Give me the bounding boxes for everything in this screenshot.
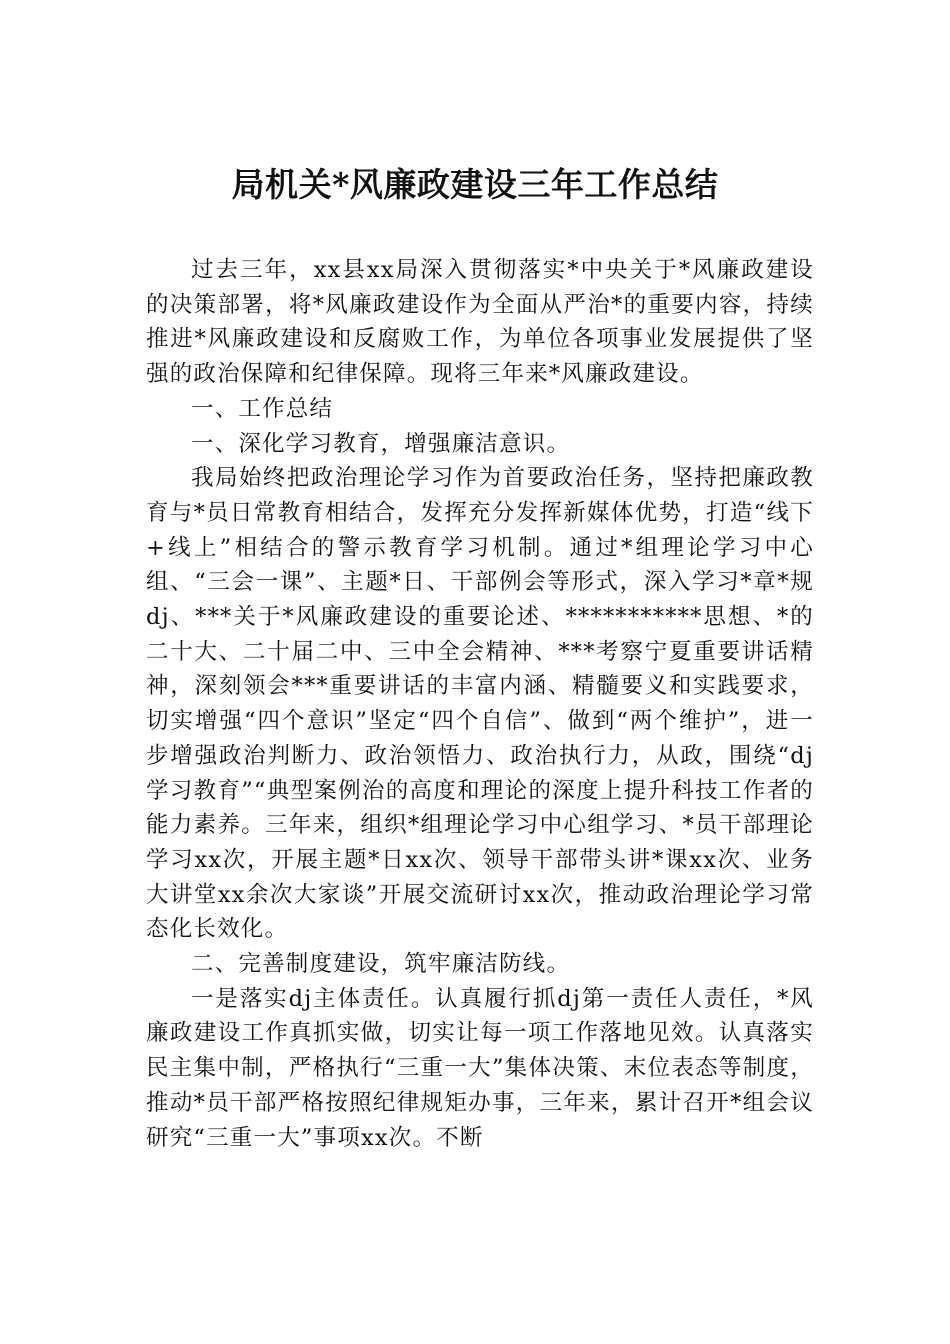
study-education-paragraph: 我局始终把政治理论学习作为首要政治任务，坚持把廉政教育与*员日常教育相结合，发挥充分发挥新媒体优势，打造“线下+线上”相结合的警示教育学习机制。通过*组理论学习中心组、“三会一课”、主题*日、干部例会等形式，深入学习*章*规dj、***关于*风廉政建设的重要论述、***********思想、*的二十大、二十届二中、三中全会精神、***考察宁夏重要讲话精神，深刻领会***重要讲话的丰富内涵、精髓要义和实践要求，切实增强“四个意识”坚定“四个自信”、做到“两个维护”，进一步增强政治判断力、政治领悟力、政治执行力，从政，围绕“dj学习教育”“典型案例治的高度和理论的深度上提升科技工作者的能力素养。三年来，组织*组理论学习中心组学习、*员干部理论学习xx次，开展主题*日xx次、领导干部带头讲*课xx次、业务大讲堂xx余次大家谈”开展交流研讨xx次，推动政治理论学习常态化长效化。 xyxy=(146,465,814,943)
section-heading-work-summary: 一、工作总结 xyxy=(191,395,334,422)
intro-paragraph: 过去三年，xx县xx局深入贯彻落实*中央关于*风廉政建设的决策部署，将*风廉政建设作为全面从严治*的重要内容，持续推进*风廉政建设和反腐败工作，为单位各项事业发展提供了坚强的政治保障和纪律保障。现将三年来*风廉政建设。 xyxy=(146,257,814,388)
document-title: 局机关*风廉政建设三年工作总结 xyxy=(231,165,719,204)
subheading-study-education: 一、深化学习教育，增强廉洁意识。 xyxy=(191,430,571,457)
document-body xyxy=(146,253,814,1155)
subheading-system-building: 二、完善制度建设，筑牢廉洁防线。 xyxy=(191,951,571,978)
system-building-paragraph: 一是落实dj主体责任。认真履行抓dj第一责任人责任，*风廉政建设工作真抓实做，切实让每一项工作落地见效。认真落实民主集中制，严格执行“三重一大”集体决策、末位表态等制度，推动*员干部严格按照纪律规矩办事，三年来，累计召开*组会议研究“三重一大”事项xx次。不断 xyxy=(146,985,814,1151)
